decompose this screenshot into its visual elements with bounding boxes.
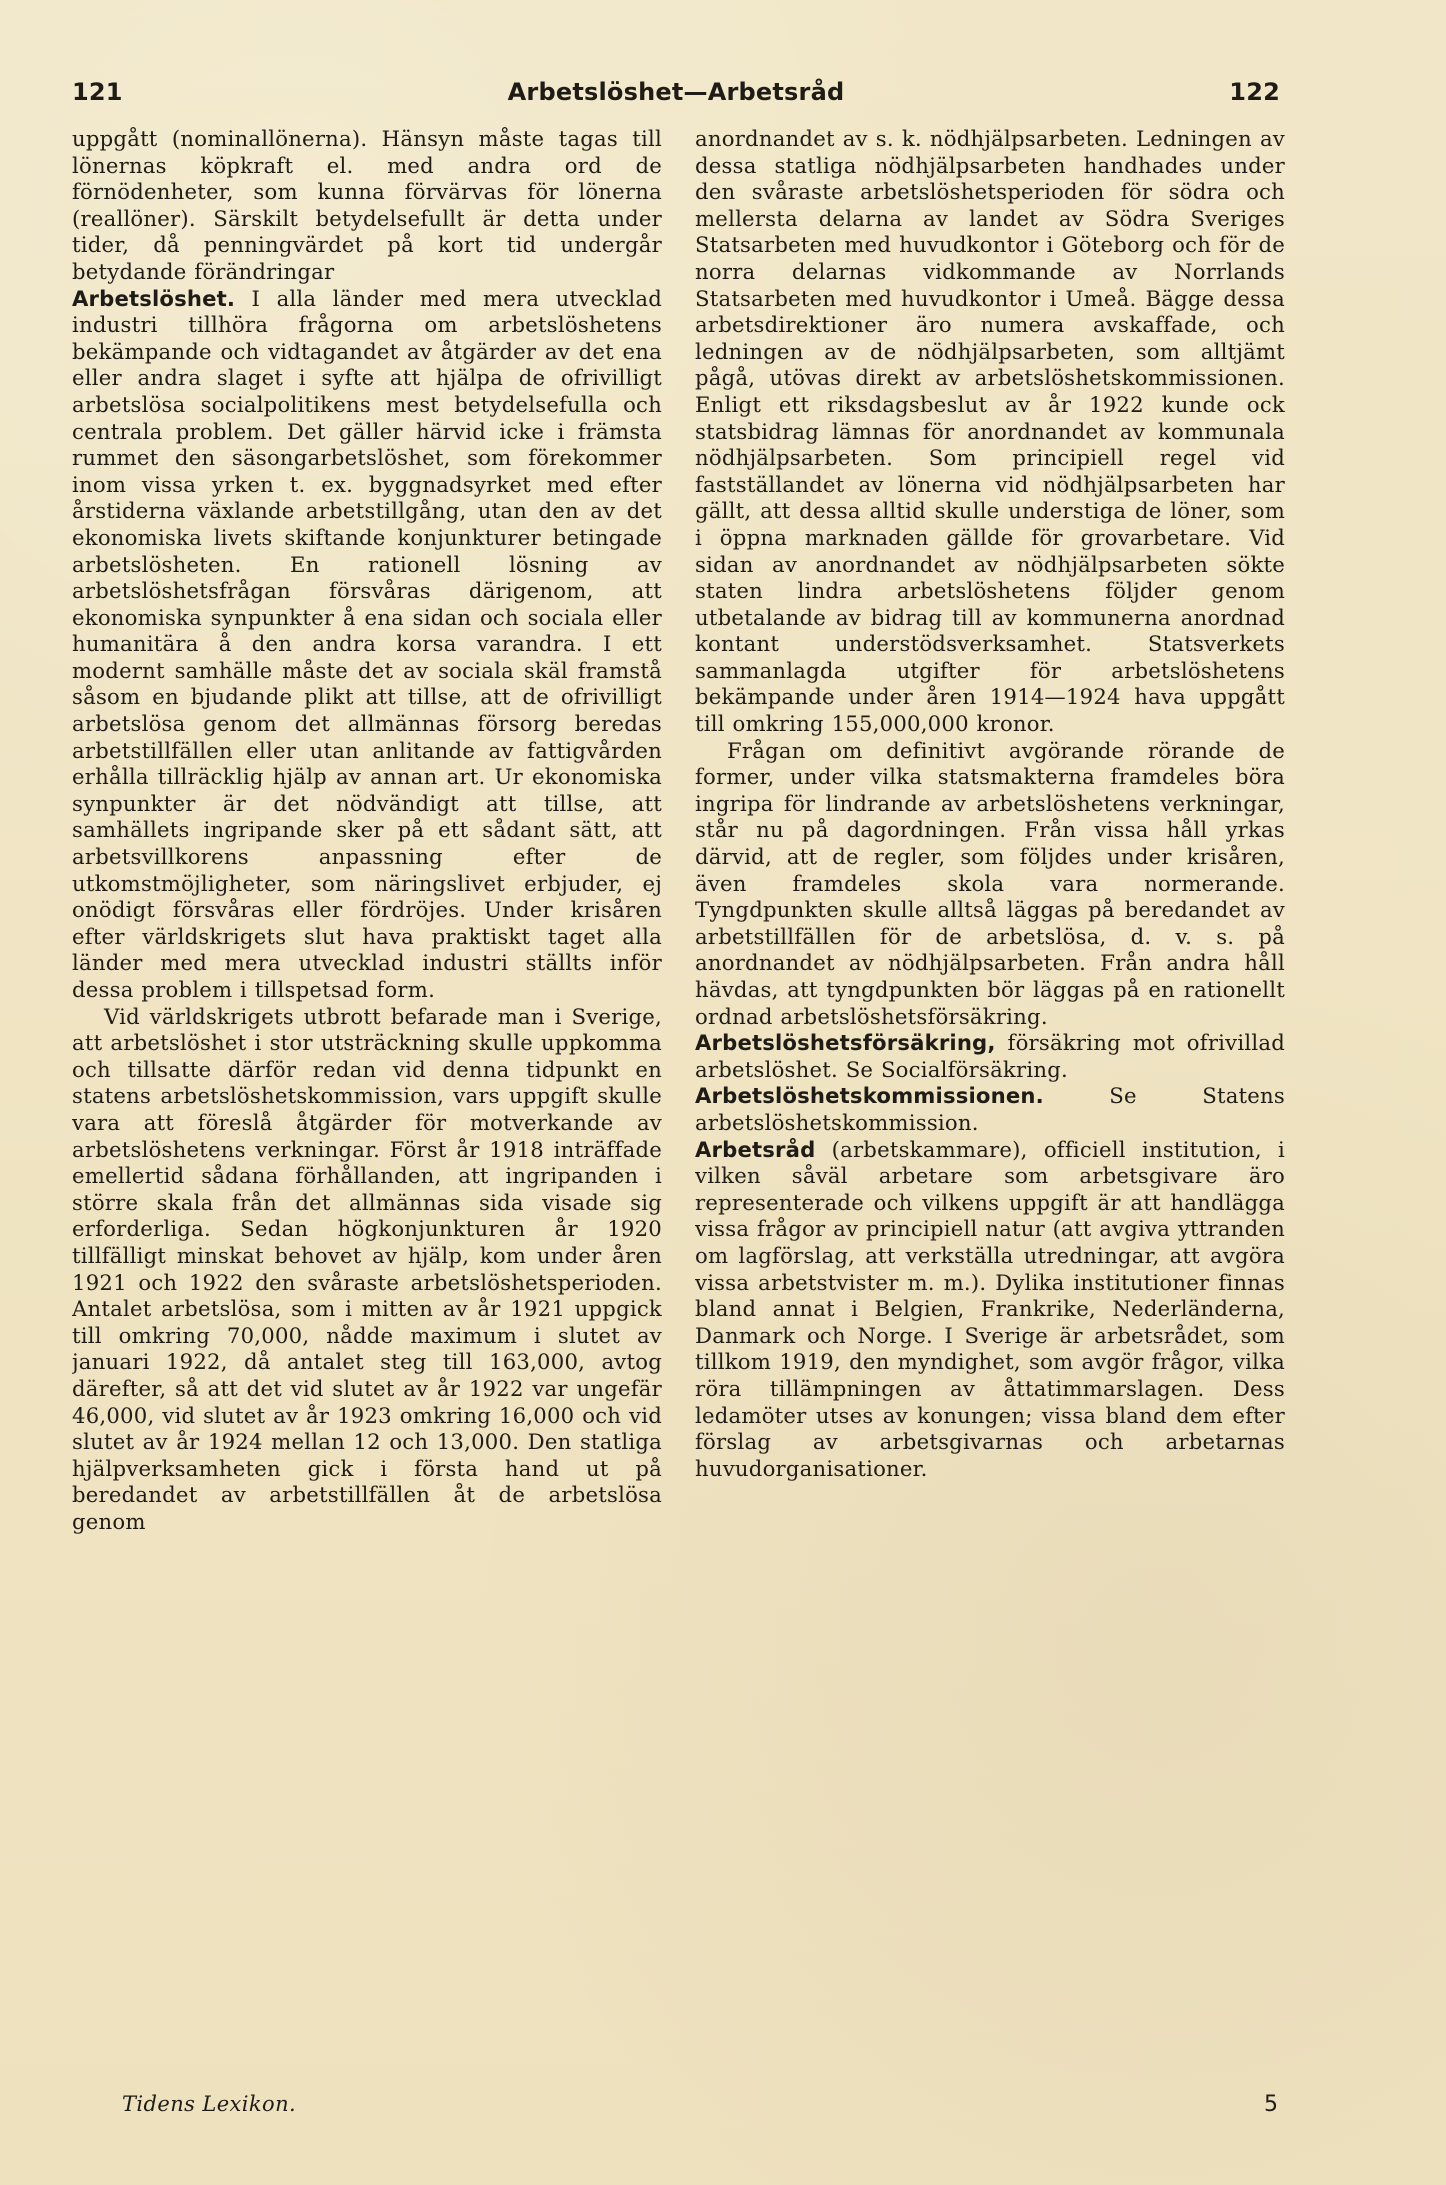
right-lead-term-1: Arbetslöshetsförsäkring, <box>695 1030 996 1056</box>
left-paragraph-2 <box>72 286 662 1004</box>
right-paragraph-3 <box>695 1030 1285 1083</box>
left-paragraph-3: Vid världskrigets utbrott befarade man i Sverige, att arbetslöshet i stor utsträckning skulle uppkomma och tillsatte därför redan vid denna tidpunkt en statens arbetslöshetskommission, vars uppgift skulle vara att föreslå åtgärder för motverkande av arbetslöshetens verkningar. Först år 1918 inträffade emellertid sådana förhållanden, att ingripanden i större skala från det allmännas sida visade sig erforderliga. Sedan högkonjunkturen år 1920 tillfälligt minskat behovet av hjälp, kom under åren 1921 och 1922 den svåraste arbetslöshetsperioden. Antalet arbetslösa, som i mitten av år 1921 uppgick till omkring 70,000, nådde maximum i slutet av januari 1922, då antalet steg till 163,000, avtog därefter, så att det vid slutet av år 1922 var ungefär 46,000, vid slutet av år 1923 omkring 16,000 och vid slutet av år 1924 mellan 12 och 13,000. Den statliga hjälpverksamheten gick i första hand ut på beredandet av arbetstillfällen åt de arbetslösa genom <box>72 1003 662 1534</box>
right-paragraph-3-text: försäkring mot ofrivillad arbetslöshet. Se Socialförsäkring. <box>695 1030 1285 1082</box>
right-lead-term-3: Arbetsråd <box>695 1136 816 1162</box>
footer-publication-name: Tidens Lexikon. <box>122 2092 297 2116</box>
page-header <box>72 74 1280 110</box>
page-footer <box>122 2087 1278 2121</box>
left-column <box>72 126 662 2024</box>
left-page-number: 121 <box>72 78 123 106</box>
right-lead-term-2: Arbetslöshetskommissionen. <box>695 1083 1044 1109</box>
right-paragraph-2: Frågan om definitivt avgörande rörande de former, under vilka statsmakterna framdeles böra ingripa för lindrande av arbetslöshetens verkningar, står nu på dagordningen. Från vissa håll yrkas därvid, att de regler, som följdes under krisåren, även framdeles skola vara normerande. Tyngdpunkten skulle alltså läggas på beredandet av arbetstillfällen för de arbetslösa, d. v. s. på anordnandet av nödhjälpsarbeten. Från andra håll hävdas, att tyngdpunkten bör läggas på en rationellt ordnad arbetslöshetsförsäkring. <box>695 737 1285 1029</box>
right-paragraph-5 <box>695 1137 1285 1483</box>
right-paragraph-5-text: (arbetskammare), officiell institution, i vilken såväl arbetare som arbetsgivare äro representerade och vilkens uppgift är att handlägga vissa frågor av principiell natur (att avgiva yttranden om lagförslag, att verkställa utredningar, att avgöra vissa arbetstvister m. m.). Dylika institutioner finnas bland annat i Belgien, Frankrike, Nederländerna, Danmark och Norge. I Sverige är arbetsrådet, som tillkom 1919, den myndighet, som avgör frågor, vilka röra tillämpningen av åttatimmarslagen. Dess ledamöter utses av konungen; vissa bland dem efter förslag av arbetsgivarnas och arbetarnas huvudorganisationer. <box>695 1136 1285 1481</box>
right-column <box>695 126 1285 2024</box>
right-paragraph-1: anordnandet av s. k. nödhjälpsarbeten. Ledningen av dessa statliga nödhjälpsarbeten handhades under den svåraste arbetslöshetsperioden för södra och mellersta delarna av landet av Södra Sveriges Statsarbeten med huvudkontor i Göteborg och för de norra delarnas vidkommande av Norrlands Statsarbeten med huvudkontor i Umeå. Bägge dessa arbetsdirektioner äro numera avskaffade, och ledningen av de nödhjälpsarbeten, som alltjämt pågå, utövas direkt av arbetslöshetskommissionen. Enligt ett riksdagsbeslut av år 1922 kunde ock statsbidrag lämnas för anordnandet av kommunala nödhjälpsarbeten. Som principiell regel vid fastställandet av lönerna vid nödhjälpsarbeten har gällt, att dessa alltid skulle understiga de löner, som i öppna marknaden gällde för grovarbetare. Vid sidan av anordnandet av nödhjälpsarbeten sökte staten lindra arbetslöshetens följder genom utbetalande av bidrag till av kommunerna anordnad kontant understödsverksamhet. Statsverkets sammanlagda utgifter för arbetslöshetens bekämpande under åren 1914—1924 hava uppgått till omkring 155,000,000 kronor. <box>695 126 1285 737</box>
left-lead-term: Arbetslöshet. <box>72 285 236 311</box>
footer-page-number: 5 <box>1264 2091 1278 2117</box>
right-paragraph-4 <box>695 1083 1285 1136</box>
left-paragraph-1: uppgått (nominallönerna). Hänsyn måste tagas till lönernas köpkraft el. med andra ord de förnödenheter, som kunna förvärvas för lönerna (reallöner). Särskilt betydelsefullt är detta under tider, då penningvärdet på kort tid undergår betydande förändringar <box>72 126 662 284</box>
right-page-number: 122 <box>1229 78 1280 106</box>
page-title: Arbetslöshet—Arbetsråd <box>507 78 845 106</box>
right-paragraph-4-text: Se Statens arbetslöshetskommission. <box>695 1083 1285 1135</box>
left-paragraph-2-text: I alla länder med mera utvecklad industri tillhöra frågorna om arbetslöshetens bekämpande och vidtagandet av åtgärder av det ena eller andra slaget i syfte att hjälpa de ofrivilligt arbetslösa socialpolitikens mest betydelsefulla och centrala problem. Det gäller härvid icke i främsta rummet den säsongarbetslöshet, som förekommer inom vissa yrken t. ex. byggnadsyrket med efter årstiderna växlande arbetstillgång, utan den av det ekonomiska livets skiftande konjunkturer betingade arbetslösheten. En rationell lösning av arbetslöshetsfrågan försvåras därigenom, att ekonomiska synpunkter å ena sidan och sociala eller humanitära å den andra korsa varandra. I ett modernt samhälle måste det av sociala skäl framstå såsom en bjudande plikt att tillse, att de ofrivilligt arbetslösa genom det allmännas försorg beredas arbetstillfällen eller utan anlitande av fattigvården erhålla tillräcklig hjälp av annan art. Ur ekonomiska synpunkter är det nödvändigt att tillse, att samhällets ingripande sker på ett sådant sätt, att arbetsvillkorens anpassning efter de utkomstmöjligheter, som näringslivet erbjuder, ej onödigt försvåras eller fördröjes. Under krisåren efter världskrigets slut hava praktiskt taget alla länder med mera utvecklad industri ställts inför dessa problem i tillspetsad form. <box>72 285 662 1002</box>
